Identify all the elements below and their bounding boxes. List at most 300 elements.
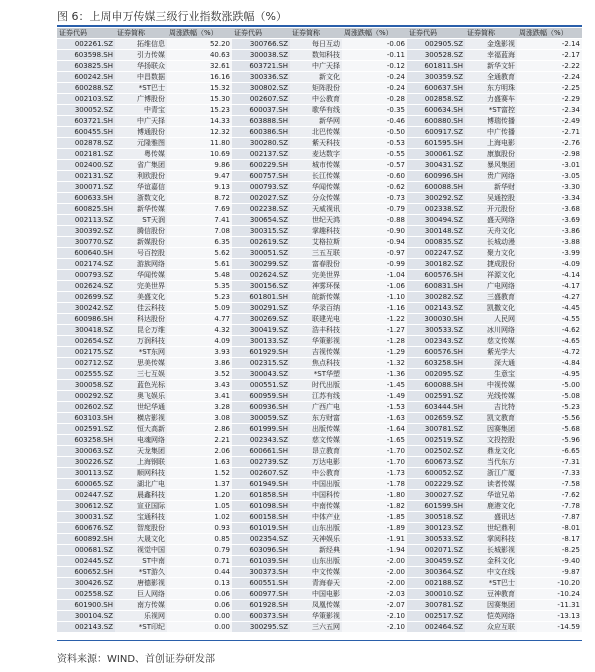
table-row	[57, 39, 582, 50]
table-row	[57, 237, 582, 248]
security-code-cell: 600088.SH	[407, 182, 465, 193]
security-code-cell: 603888.SH	[232, 116, 290, 127]
security-name-cell: 全通教育	[465, 72, 517, 83]
security-name-cell: 联建光电	[290, 314, 342, 325]
security-name-cell: 华谊兄弟	[465, 490, 517, 501]
header-cell: 证券简称	[465, 28, 517, 39]
weekly-change-cell: 0.79	[167, 545, 232, 556]
weekly-change-cell: -1.29	[342, 347, 407, 358]
security-name-cell: *ST华塑	[290, 369, 342, 380]
security-code-cell: 300518.SZ	[407, 512, 465, 523]
security-name-cell: 中文在线	[465, 567, 517, 578]
weekly-change-cell: 9.86	[167, 160, 232, 171]
security-code-cell: 600633.SH	[57, 193, 115, 204]
table-row	[57, 171, 582, 182]
security-name-cell: 拓维信息	[115, 39, 167, 50]
security-code-cell: 601949.SH	[232, 479, 290, 490]
table-row	[57, 94, 582, 105]
security-name-cell: 利欧股份	[115, 171, 167, 182]
weekly-change-cell: 52.20	[167, 39, 232, 50]
security-name-cell: 人民网	[465, 314, 517, 325]
weekly-change-cell: 0.13	[167, 578, 232, 589]
security-name-cell: 众应互联	[465, 622, 517, 633]
weekly-change-cell: 40.63	[167, 50, 232, 61]
security-name-cell: 新华文轩	[465, 61, 517, 72]
security-name-cell: 美盛文化	[115, 292, 167, 303]
security-name-cell: 广博股份	[115, 94, 167, 105]
weekly-change-cell: -0.57	[342, 160, 407, 171]
weekly-change-cell: -1.70	[342, 446, 407, 457]
security-code-cell: 600977.SH	[232, 589, 290, 600]
security-name-cell: 华录百纳	[290, 303, 342, 314]
weekly-change-cell: 15.30	[167, 94, 232, 105]
security-code-cell: 300299.SZ	[232, 259, 290, 270]
security-code-cell: 600052.SZ	[407, 468, 465, 479]
weekly-change-cell: -9.87	[517, 567, 582, 578]
table-row	[57, 259, 582, 270]
table-row	[57, 160, 582, 171]
security-code-cell: 002247.SZ	[407, 248, 465, 259]
security-name-cell: 深大通	[465, 358, 517, 369]
weekly-change-cell: 0.06	[167, 600, 232, 611]
security-name-cell: 宣亚国际	[115, 501, 167, 512]
security-name-cell: 紫天科技	[290, 138, 342, 149]
security-code-cell: 300459.SZ	[407, 556, 465, 567]
weekly-change-cell: -0.12	[342, 61, 407, 72]
security-code-cell: 600676.SZ	[57, 523, 115, 534]
weekly-change-cell: 9.13	[167, 182, 232, 193]
weekly-change-cell: -2.17	[517, 50, 582, 61]
security-name-cell: 元隆雅图	[115, 138, 167, 149]
security-name-cell: 掌阅科技	[465, 534, 517, 545]
security-name-cell: 完美世界	[290, 270, 342, 281]
weekly-change-cell: -1.10	[342, 292, 407, 303]
weekly-change-cell: -5.23	[517, 402, 582, 413]
weekly-change-cell: 2.21	[167, 435, 232, 446]
table-row	[57, 435, 582, 446]
security-name-cell: 万达电影	[290, 457, 342, 468]
security-code-cell: 300269.SZ	[232, 314, 290, 325]
security-code-cell: 600158.SH	[232, 512, 290, 523]
weekly-change-cell: -4.65	[517, 336, 582, 347]
security-code-cell: 300336.SZ	[232, 72, 290, 83]
security-code-cell: 002447.SZ	[57, 490, 115, 501]
security-code-cell: 002261.SZ	[57, 39, 115, 50]
weekly-change-cell: -5.08	[517, 391, 582, 402]
weekly-change-cell: -1.27	[342, 325, 407, 336]
weekly-change-cell: 0.00	[167, 611, 232, 622]
security-code-cell: 603258.SH	[407, 358, 465, 369]
weekly-change-cell: -1.49	[342, 391, 407, 402]
security-name-cell: 世纪华通	[115, 402, 167, 413]
table-header-row	[57, 28, 582, 39]
weekly-change-cell: -0.97	[342, 248, 407, 259]
security-name-cell: 东方明珠	[465, 83, 517, 94]
security-name-cell: 神雾环保	[290, 281, 342, 292]
security-code-cell: 300059.SZ	[232, 413, 290, 424]
weekly-change-cell: -5.68	[517, 424, 582, 435]
security-code-cell: 002445.SZ	[57, 556, 115, 567]
table-row	[57, 116, 582, 127]
security-name-cell: 科达股份	[115, 314, 167, 325]
table-row	[57, 226, 582, 237]
security-code-cell: 300148.SZ	[407, 226, 465, 237]
security-name-cell: 文投控股	[465, 435, 517, 446]
security-name-cell: 电魂网络	[115, 435, 167, 446]
weekly-change-cell: 0.44	[167, 567, 232, 578]
security-code-cell: 600634.SH	[407, 105, 465, 116]
security-code-cell: 300123.SZ	[407, 523, 465, 534]
weekly-change-cell: -0.11	[342, 50, 407, 61]
weekly-change-cell: -3.30	[517, 182, 582, 193]
security-name-cell: 新华传媒	[115, 204, 167, 215]
security-name-cell: 中文传媒	[290, 567, 342, 578]
weekly-change-cell: -3.86	[517, 226, 582, 237]
table-row	[57, 578, 582, 589]
weekly-change-cell: -2.14	[517, 39, 582, 50]
weekly-change-cell: 12.32	[167, 127, 232, 138]
index-change-table	[57, 28, 582, 633]
table-row	[57, 457, 582, 468]
security-code-cell: 000793.SZ	[57, 270, 115, 281]
security-code-cell: 002654.SZ	[57, 336, 115, 347]
security-name-cell: 掌趣科技	[290, 226, 342, 237]
security-code-cell: 300494.SZ	[407, 215, 465, 226]
security-code-cell: 002238.SZ	[232, 204, 290, 215]
weekly-change-cell: 14.33	[167, 116, 232, 127]
weekly-change-cell: 32.61	[167, 61, 232, 72]
weekly-change-cell: -0.94	[342, 237, 407, 248]
security-code-cell: 300051.SZ	[232, 248, 290, 259]
security-code-cell: 600825.SH	[57, 204, 115, 215]
weekly-change-cell: 3.43	[167, 380, 232, 391]
weekly-change-cell: -0.06	[342, 39, 407, 50]
weekly-change-cell: -2.29	[517, 94, 582, 105]
weekly-change-cell: -0.88	[342, 215, 407, 226]
table-row	[57, 512, 582, 523]
weekly-change-cell: -1.32	[342, 358, 407, 369]
security-name-cell: 三盛教育	[465, 292, 517, 303]
security-code-cell: 002103.SZ	[57, 94, 115, 105]
table-row	[57, 589, 582, 600]
security-name-cell: 奥飞娱乐	[115, 391, 167, 402]
security-code-cell: 603096.SH	[232, 545, 290, 556]
weekly-change-cell: -1.80	[342, 490, 407, 501]
security-name-cell: *ST游久	[115, 567, 167, 578]
security-code-cell: 002095.SZ	[407, 369, 465, 380]
weekly-change-cell: 6.35	[167, 237, 232, 248]
security-code-cell: 600917.SZ	[407, 127, 465, 138]
weekly-change-cell: 1.52	[167, 468, 232, 479]
security-name-cell: 游族网络	[115, 259, 167, 270]
security-code-cell: 601858.SH	[232, 490, 290, 501]
security-code-cell: 603444.SH	[407, 402, 465, 413]
security-code-cell: 600373.SH	[232, 611, 290, 622]
weekly-change-cell: -1.82	[342, 501, 407, 512]
weekly-change-cell: -1.45	[342, 380, 407, 391]
security-name-cell: 出版传媒	[290, 424, 342, 435]
table-row	[57, 556, 582, 567]
security-code-cell: 002174.SZ	[57, 259, 115, 270]
security-name-cell: 浙江广厦	[465, 468, 517, 479]
table-body	[57, 39, 582, 633]
security-name-cell: 山东出版	[290, 556, 342, 567]
header-cell: 证券简称	[115, 28, 167, 39]
security-code-cell: 600936.SH	[232, 402, 290, 413]
security-code-cell: 601039.SH	[232, 556, 290, 567]
header-cell: 证券代码	[57, 28, 115, 39]
header-cell: 周涨跌幅（%）	[167, 28, 232, 39]
security-name-cell: 康旗股份	[465, 149, 517, 160]
security-code-cell: 300781.SZ	[407, 424, 465, 435]
security-code-cell: 000681.SZ	[57, 545, 115, 556]
weekly-change-cell: -1.63	[342, 413, 407, 424]
security-name-cell: 天舟文化	[465, 226, 517, 237]
security-name-cell: 世纪鼎利	[465, 523, 517, 534]
header-cell: 证券代码	[407, 28, 465, 39]
security-name-cell: 上海电影	[465, 138, 517, 149]
security-name-cell: 金科文化	[465, 556, 517, 567]
security-code-cell: 000835.SZ	[407, 237, 465, 248]
weekly-change-cell: 4.32	[167, 325, 232, 336]
weekly-change-cell: 8.72	[167, 193, 232, 204]
security-name-cell: 华扬联众	[115, 61, 167, 72]
table-row	[57, 83, 582, 94]
weekly-change-cell: 7.69	[167, 204, 232, 215]
weekly-change-cell: -2.24	[517, 72, 582, 83]
security-code-cell: 002591.SZ	[407, 391, 465, 402]
weekly-change-cell: -3.01	[517, 160, 582, 171]
weekly-change-cell: 11.80	[167, 138, 232, 149]
security-code-cell: 300027.SZ	[407, 490, 465, 501]
security-code-cell: 600037.SH	[232, 105, 290, 116]
weekly-change-cell: -1.85	[342, 512, 407, 523]
security-code-cell: 300182.SZ	[407, 259, 465, 270]
weekly-change-cell: -2.25	[517, 83, 582, 94]
weekly-change-cell: 15.23	[167, 105, 232, 116]
table-row	[57, 600, 582, 611]
security-name-cell: 昂立教育	[290, 446, 342, 457]
weekly-change-cell: -1.06	[342, 281, 407, 292]
security-code-cell: 002878.SZ	[57, 138, 115, 149]
security-name-cell: ST天润	[115, 215, 167, 226]
weekly-change-cell: -7.33	[517, 468, 582, 479]
top-rule	[57, 25, 582, 27]
security-name-cell: 天龙集团	[115, 446, 167, 457]
security-name-cell: 捷成股份	[465, 259, 517, 270]
weekly-change-cell: 0.85	[167, 534, 232, 545]
security-code-cell: 002602.SZ	[57, 402, 115, 413]
source-note: 资料来源：WIND、首创证券研发部	[57, 654, 216, 665]
header-cell: 证券简称	[290, 28, 342, 39]
table-row	[57, 501, 582, 512]
weekly-change-cell: -4.45	[517, 303, 582, 314]
security-name-cell: 浩丰科技	[290, 325, 342, 336]
security-code-cell: 002619.SZ	[232, 237, 290, 248]
security-name-cell: 恒大高新	[115, 424, 167, 435]
security-code-cell: 000292.SZ	[57, 391, 115, 402]
security-code-cell: 002591.SZ	[57, 424, 115, 435]
security-name-cell: 分众传媒	[290, 193, 342, 204]
security-code-cell: 002343.SZ	[232, 435, 290, 446]
security-code-cell: 300291.SZ	[232, 303, 290, 314]
security-code-cell: 603825.SH	[57, 61, 115, 72]
weekly-change-cell: 16.16	[167, 72, 232, 83]
security-code-cell: 600661.SH	[232, 446, 290, 457]
weekly-change-cell: -1.89	[342, 523, 407, 534]
security-name-cell: *ST巴士	[115, 83, 167, 94]
security-name-cell: 腾信股份	[115, 226, 167, 237]
weekly-change-cell: 0.93	[167, 523, 232, 534]
security-code-cell: 002739.SZ	[232, 457, 290, 468]
security-code-cell: 300226.SZ	[57, 457, 115, 468]
weekly-change-cell: -0.79	[342, 204, 407, 215]
security-name-cell: 鼎龙文化	[465, 446, 517, 457]
security-code-cell: 600880.SH	[407, 116, 465, 127]
weekly-change-cell: -5.00	[517, 380, 582, 391]
table-row	[57, 50, 582, 61]
security-code-cell: 300071.SZ	[57, 182, 115, 193]
security-code-cell: 300612.SZ	[57, 501, 115, 512]
security-code-cell: 300528.SZ	[407, 50, 465, 61]
security-name-cell: *ST富控	[465, 105, 517, 116]
table-row	[57, 479, 582, 490]
security-name-cell: 光线传媒	[465, 391, 517, 402]
weekly-change-cell: -4.27	[517, 292, 582, 303]
security-code-cell: 002607.SZ	[232, 468, 290, 479]
weekly-change-cell: 0.71	[167, 556, 232, 567]
security-name-cell: 长城影视	[465, 545, 517, 556]
security-code-cell: 002229.SZ	[407, 479, 465, 490]
header-cell: 周涨跌幅（%）	[517, 28, 582, 39]
security-code-cell: 300061.SZ	[407, 149, 465, 160]
security-name-cell: 上海钢联	[115, 457, 167, 468]
table-row	[57, 314, 582, 325]
security-name-cell: 慈文传媒	[465, 336, 517, 347]
security-name-cell: 山东出版	[290, 523, 342, 534]
security-code-cell: 300031.SZ	[57, 512, 115, 523]
security-code-cell: 300426.SZ	[57, 578, 115, 589]
security-code-cell: 300766.SZ	[232, 39, 290, 50]
security-name-cell: 思美传媒	[115, 358, 167, 369]
weekly-change-cell: 9.47	[167, 171, 232, 182]
weekly-change-cell: -2.49	[517, 116, 582, 127]
table-row	[57, 215, 582, 226]
security-code-cell: 300533.SZ	[407, 534, 465, 545]
security-name-cell: 吉视传媒	[290, 347, 342, 358]
weekly-change-cell: -0.28	[342, 94, 407, 105]
security-name-cell: 凯文教育	[465, 413, 517, 424]
security-name-cell: 大晟文化	[115, 534, 167, 545]
security-code-cell: 600637.SH	[407, 83, 465, 94]
table-row	[57, 622, 582, 633]
weekly-change-cell: -1.94	[342, 545, 407, 556]
security-name-cell: 富春股份	[290, 259, 342, 270]
security-code-cell: 600652.SH	[57, 567, 115, 578]
weekly-change-cell: -2.03	[342, 589, 407, 600]
security-name-cell: 矩阵股份	[290, 83, 342, 94]
weekly-change-cell: -0.46	[342, 116, 407, 127]
security-code-cell: 300113.SZ	[57, 468, 115, 479]
security-code-cell: 300295.SZ	[232, 622, 290, 633]
table-row	[57, 468, 582, 479]
weekly-change-cell: -2.00	[342, 578, 407, 589]
security-name-cell: 中广天择	[115, 116, 167, 127]
security-code-cell: 601999.SH	[232, 424, 290, 435]
weekly-change-cell: 3.41	[167, 391, 232, 402]
security-name-cell: 号百控股	[115, 248, 167, 259]
security-code-cell: 002555.SZ	[57, 369, 115, 380]
security-code-cell: 300292.SZ	[407, 193, 465, 204]
bottom-rule	[57, 640, 582, 641]
security-name-cell: 新经典	[290, 545, 342, 556]
security-name-cell: 智度股份	[115, 523, 167, 534]
weekly-change-cell: 2.06	[167, 446, 232, 457]
security-code-cell: 600455.SH	[57, 127, 115, 138]
security-code-cell: 300280.SZ	[232, 138, 290, 149]
security-code-cell: 300364.SZ	[407, 567, 465, 578]
weekly-change-cell: 15.32	[167, 83, 232, 94]
weekly-change-cell: -3.05	[517, 171, 582, 182]
weekly-change-cell: -2.98	[517, 149, 582, 160]
security-name-cell: 中国出版	[290, 479, 342, 490]
table-row	[57, 105, 582, 116]
table-row	[57, 336, 582, 347]
security-code-cell: 600576.SH	[407, 270, 465, 281]
security-name-cell: 万润科技	[115, 336, 167, 347]
security-code-cell: 300392.SZ	[57, 226, 115, 237]
security-code-cell: 002354.SZ	[232, 534, 290, 545]
security-code-cell: 002338.SZ	[407, 204, 465, 215]
security-code-cell: 002712.SZ	[57, 358, 115, 369]
weekly-change-cell: 3.86	[167, 358, 232, 369]
weekly-change-cell: -2.07	[342, 600, 407, 611]
security-name-cell: 紫光学大	[465, 347, 517, 358]
security-name-cell: 博瑞传播	[465, 116, 517, 127]
security-name-cell: 晨鑫科技	[115, 490, 167, 501]
security-code-cell: 600673.SZ	[407, 457, 465, 468]
weekly-change-cell: -3.69	[517, 215, 582, 226]
security-name-cell: 盛讯达	[465, 512, 517, 523]
security-code-cell: 600229.SH	[232, 160, 290, 171]
header-cell: 周涨跌幅（%）	[342, 28, 407, 39]
security-code-cell: 603103.SH	[57, 413, 115, 424]
security-name-cell: 蓝色光标	[115, 380, 167, 391]
table-row	[57, 303, 582, 314]
weekly-change-cell: 5.61	[167, 259, 232, 270]
security-code-cell: 601595.SH	[407, 138, 465, 149]
security-name-cell: 焦点科技	[290, 358, 342, 369]
security-name-cell: 新文化	[290, 72, 342, 83]
security-code-cell: 601801.SH	[232, 292, 290, 303]
security-code-cell: 300133.SZ	[232, 336, 290, 347]
security-code-cell: 002188.SZ	[407, 578, 465, 589]
security-name-cell: 南方传媒	[115, 600, 167, 611]
security-code-cell: 002659.SZ	[407, 413, 465, 424]
security-name-cell: 博通股份	[115, 127, 167, 138]
security-code-cell: 600757.SH	[232, 171, 290, 182]
weekly-change-cell: 1.63	[167, 457, 232, 468]
security-code-cell: 300431.SZ	[407, 160, 465, 171]
security-name-cell: 华闻传媒	[290, 182, 342, 193]
weekly-change-cell: -0.60	[342, 171, 407, 182]
table-row	[57, 347, 582, 358]
weekly-change-cell: -4.55	[517, 314, 582, 325]
security-name-cell: 三六五网	[290, 622, 342, 633]
security-name-cell: 吉比特	[465, 402, 517, 413]
weekly-change-cell: -2.00	[342, 556, 407, 567]
security-code-cell: 300242.SZ	[57, 303, 115, 314]
